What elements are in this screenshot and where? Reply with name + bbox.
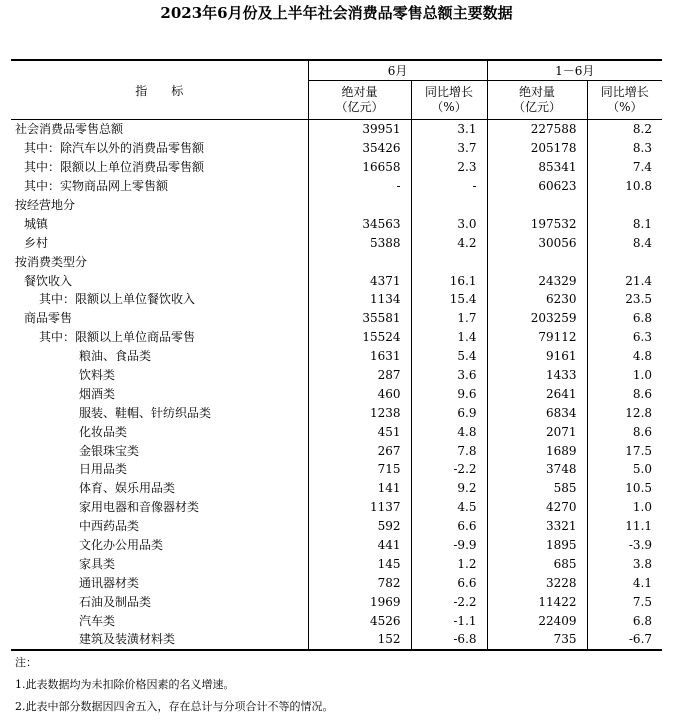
cell-june-abs: 35426 bbox=[308, 139, 411, 158]
cell-june-abs bbox=[308, 196, 411, 215]
cell-ytd-abs: 6230 bbox=[487, 290, 587, 309]
cell-ytd-abs: 2641 bbox=[487, 384, 587, 403]
page-title: 2023年6月份及上半年社会消费品零售总额主要数据 bbox=[160, 4, 513, 22]
cell-ytd-abs: 1433 bbox=[487, 366, 587, 385]
cell-june-abs: - bbox=[308, 177, 411, 196]
cell-ytd-abs bbox=[487, 196, 587, 215]
cell-ytd-abs: 227588 bbox=[487, 120, 587, 139]
row-label: 按经营地分 bbox=[15, 198, 76, 212]
cell-ytd-abs: 4270 bbox=[487, 498, 587, 517]
cell-ytd-yoy: 1.0 bbox=[587, 498, 662, 517]
cell-ytd-yoy: 17.5 bbox=[587, 441, 662, 460]
cell-june-abs: 5388 bbox=[308, 233, 411, 252]
cell-june-abs: 451 bbox=[308, 422, 411, 441]
cell-june-yoy: 6.6 bbox=[411, 573, 487, 592]
cell-ytd-yoy: 4.8 bbox=[587, 347, 662, 366]
cell-ytd-abs: 79112 bbox=[487, 328, 587, 347]
row-label: 社会消费品零售总额 bbox=[15, 122, 124, 137]
row-label: 乡村 bbox=[24, 235, 49, 250]
cell-ytd-abs: 585 bbox=[487, 479, 587, 498]
cell-june-yoy: 3.1 bbox=[411, 120, 487, 139]
row-label: 家具类 bbox=[79, 556, 116, 571]
row-label: 饮料类 bbox=[79, 368, 116, 383]
header-yoy-line2: （%） bbox=[607, 100, 643, 114]
header-indicator: 指 标 bbox=[11, 60, 308, 120]
row-label: 日用品类 bbox=[79, 462, 128, 477]
header-yoy-line1: 同比增长 bbox=[600, 85, 649, 99]
cell-ytd-yoy: 8.4 bbox=[587, 233, 662, 252]
table-row bbox=[11, 592, 662, 611]
cell-ytd-abs: 6834 bbox=[487, 403, 587, 422]
cell-ytd-abs: 205178 bbox=[487, 139, 587, 158]
cell-june-yoy: 9.6 bbox=[411, 384, 487, 403]
row-label: 文化办公用品类 bbox=[79, 538, 164, 553]
table-row bbox=[11, 611, 662, 630]
cell-june-abs: 35581 bbox=[308, 309, 411, 328]
table-row bbox=[11, 630, 662, 650]
cell-ytd-yoy: 6.8 bbox=[587, 309, 662, 328]
table-row bbox=[11, 214, 662, 233]
cell-june-abs: 1969 bbox=[308, 592, 411, 611]
cell-june-yoy: -1.1 bbox=[411, 611, 487, 630]
cell-ytd-yoy: 6.8 bbox=[587, 611, 662, 630]
cell-ytd-yoy: 11.1 bbox=[587, 517, 662, 536]
header-abs-line1: 绝对量 bbox=[519, 85, 556, 99]
cell-ytd-abs: 11422 bbox=[487, 592, 587, 611]
cell-ytd-abs: 3228 bbox=[487, 573, 587, 592]
cell-ytd-yoy: 4.1 bbox=[587, 573, 662, 592]
table-row bbox=[11, 158, 662, 177]
cell-june-abs: 152 bbox=[308, 630, 411, 650]
cell-ytd-yoy: 12.8 bbox=[587, 403, 662, 422]
row-label: 石油及制品类 bbox=[79, 594, 152, 609]
cell-june-yoy: 1.4 bbox=[411, 328, 487, 347]
row-label: 化妆品类 bbox=[79, 424, 128, 439]
header-ytd-abs bbox=[487, 81, 587, 120]
table-row bbox=[11, 120, 662, 139]
table-row bbox=[11, 479, 662, 498]
cell-june-abs: 34563 bbox=[308, 214, 411, 233]
cell-ytd-yoy bbox=[587, 196, 662, 215]
cell-june-yoy: 1.7 bbox=[411, 309, 487, 328]
cell-ytd-abs: 203259 bbox=[487, 309, 587, 328]
cell-june-abs: 4526 bbox=[308, 611, 411, 630]
row-label: 中西药品类 bbox=[79, 519, 140, 534]
cell-june-abs: 460 bbox=[308, 384, 411, 403]
header-abs-line2: （亿元） bbox=[335, 100, 384, 114]
cell-ytd-yoy: -3.9 bbox=[587, 536, 662, 555]
cell-june-yoy: -6.8 bbox=[411, 630, 487, 650]
table-row bbox=[11, 139, 662, 158]
cell-ytd-yoy bbox=[587, 252, 662, 271]
cell-ytd-yoy: 8.3 bbox=[587, 139, 662, 158]
cell-ytd-yoy: 7.4 bbox=[587, 158, 662, 177]
note-item-1: 1.此表数据均为未扣除价格因素的名义增速。 bbox=[15, 678, 235, 691]
row-label: 按消费类型分 bbox=[15, 254, 88, 269]
row-label: 家用电器和音像器材类 bbox=[79, 500, 200, 515]
cell-june-yoy: 3.6 bbox=[411, 366, 487, 385]
cell-june-abs: 39951 bbox=[308, 120, 411, 139]
row-label: 烟酒类 bbox=[79, 386, 116, 401]
cell-ytd-yoy: 3.8 bbox=[587, 554, 662, 573]
cell-ytd-yoy: 5.0 bbox=[587, 460, 662, 479]
cell-june-yoy: 3.0 bbox=[411, 214, 487, 233]
cell-ytd-yoy: 10.8 bbox=[587, 177, 662, 196]
cell-ytd-yoy: 8.1 bbox=[587, 214, 662, 233]
header-june-yoy bbox=[411, 81, 487, 120]
table-row bbox=[11, 309, 662, 328]
header-abs-line1: 绝对量 bbox=[341, 85, 378, 99]
cell-ytd-abs: 85341 bbox=[487, 158, 587, 177]
cell-june-abs: 1137 bbox=[308, 498, 411, 517]
table-row bbox=[11, 554, 662, 573]
cell-june-abs bbox=[308, 252, 411, 271]
row-label: 商品零售 bbox=[24, 311, 73, 326]
cell-june-abs: 267 bbox=[308, 441, 411, 460]
cell-ytd-abs: 3321 bbox=[487, 517, 587, 536]
cell-june-yoy: 7.8 bbox=[411, 441, 487, 460]
header-group-ytd: 1－6月 bbox=[487, 60, 662, 81]
cell-ytd-abs: 197532 bbox=[487, 214, 587, 233]
cell-ytd-yoy: 8.2 bbox=[587, 120, 662, 139]
cell-ytd-abs: 3748 bbox=[487, 460, 587, 479]
notes-heading: 注： bbox=[15, 656, 37, 669]
cell-june-abs: 441 bbox=[308, 536, 411, 555]
row-label: 其中：实物商品网上零售额 bbox=[24, 179, 169, 194]
cell-june-yoy: 6.6 bbox=[411, 517, 487, 536]
cell-june-yoy: 4.5 bbox=[411, 498, 487, 517]
table-row bbox=[11, 366, 662, 385]
table-row bbox=[11, 573, 662, 592]
cell-june-abs: 141 bbox=[308, 479, 411, 498]
table-row bbox=[11, 441, 662, 460]
row-label: 通讯器材类 bbox=[79, 575, 140, 590]
row-label: 体育、娱乐用品类 bbox=[79, 481, 176, 496]
table-row bbox=[11, 328, 662, 347]
cell-ytd-abs: 30056 bbox=[487, 233, 587, 252]
table-row bbox=[11, 517, 662, 536]
header-june-abs bbox=[308, 81, 411, 120]
cell-ytd-abs bbox=[487, 252, 587, 271]
row-label: 粮油、食品类 bbox=[79, 349, 152, 364]
cell-june-abs: 1134 bbox=[308, 290, 411, 309]
cell-ytd-abs: 1895 bbox=[487, 536, 587, 555]
cell-ytd-abs: 9161 bbox=[487, 347, 587, 366]
cell-ytd-yoy: 8.6 bbox=[587, 384, 662, 403]
cell-june-abs: 15524 bbox=[308, 328, 411, 347]
cell-ytd-yoy: -6.7 bbox=[587, 630, 662, 650]
cell-june-abs: 782 bbox=[308, 573, 411, 592]
row-label: 建筑及装潢材料类 bbox=[11, 630, 308, 650]
cell-june-yoy: -2.2 bbox=[411, 592, 487, 611]
row-label: 其中：除汽车以外的消费品零售额 bbox=[24, 141, 205, 156]
row-label: 餐饮收入 bbox=[24, 273, 73, 288]
notes bbox=[15, 654, 334, 720]
cell-june-abs: 145 bbox=[308, 554, 411, 573]
cell-ytd-abs: 685 bbox=[487, 554, 587, 573]
header-abs-line2: （亿元） bbox=[513, 100, 562, 114]
cell-ytd-abs: 24329 bbox=[487, 271, 587, 290]
cell-june-abs: 1631 bbox=[308, 347, 411, 366]
retail-sales-table bbox=[11, 59, 662, 651]
cell-june-yoy: 6.9 bbox=[411, 403, 487, 422]
table-row bbox=[11, 498, 662, 517]
table-row bbox=[11, 233, 662, 252]
cell-ytd-yoy: 23.5 bbox=[587, 290, 662, 309]
cell-june-yoy: 2.3 bbox=[411, 158, 487, 177]
cell-june-abs: 16658 bbox=[308, 158, 411, 177]
table-body bbox=[11, 120, 662, 650]
cell-ytd-yoy: 8.6 bbox=[587, 422, 662, 441]
table-row bbox=[11, 403, 662, 422]
cell-ytd-abs: 735 bbox=[487, 630, 587, 650]
cell-june-yoy: 4.8 bbox=[411, 422, 487, 441]
row-label: 其中：限额以上单位餐饮收入 bbox=[39, 292, 196, 307]
cell-june-yoy: 3.7 bbox=[411, 139, 487, 158]
cell-june-yoy bbox=[411, 196, 487, 215]
cell-june-yoy: 5.4 bbox=[411, 347, 487, 366]
table-row bbox=[11, 422, 662, 441]
cell-june-yoy: 9.2 bbox=[411, 479, 487, 498]
cell-ytd-yoy: 21.4 bbox=[587, 271, 662, 290]
table-row bbox=[11, 177, 662, 196]
table-row bbox=[11, 536, 662, 555]
row-label: 金银珠宝类 bbox=[79, 443, 140, 458]
table-row bbox=[11, 271, 662, 290]
table-row bbox=[11, 196, 662, 215]
cell-ytd-yoy: 6.3 bbox=[587, 328, 662, 347]
cell-ytd-abs: 2071 bbox=[487, 422, 587, 441]
cell-june-yoy: 15.4 bbox=[411, 290, 487, 309]
cell-june-yoy: 16.1 bbox=[411, 271, 487, 290]
cell-june-yoy: 1.2 bbox=[411, 554, 487, 573]
row-label: 其中：限额以上单位消费品零售额 bbox=[24, 160, 205, 175]
cell-june-abs: 715 bbox=[308, 460, 411, 479]
cell-ytd-abs: 1689 bbox=[487, 441, 587, 460]
cell-ytd-abs: 60623 bbox=[487, 177, 587, 196]
cell-june-abs: 4371 bbox=[308, 271, 411, 290]
table-row bbox=[11, 347, 662, 366]
cell-ytd-yoy: 10.5 bbox=[587, 479, 662, 498]
header-yoy-line2: （%） bbox=[431, 100, 467, 114]
table-row bbox=[11, 252, 662, 271]
header-ytd-yoy bbox=[587, 81, 662, 120]
header-group-june: 6月 bbox=[308, 60, 487, 81]
cell-june-abs: 592 bbox=[308, 517, 411, 536]
cell-june-yoy: 4.2 bbox=[411, 233, 487, 252]
header-yoy-line1: 同比增长 bbox=[425, 85, 474, 99]
table-row bbox=[11, 384, 662, 403]
cell-ytd-abs: 22409 bbox=[487, 611, 587, 630]
cell-june-yoy: - bbox=[411, 177, 487, 196]
row-label: 服装、鞋帽、针纺织品类 bbox=[79, 405, 212, 420]
cell-june-yoy: -2.2 bbox=[411, 460, 487, 479]
row-label: 汽车类 bbox=[79, 613, 116, 628]
row-label: 城镇 bbox=[24, 216, 49, 231]
cell-june-yoy bbox=[411, 252, 487, 271]
cell-ytd-yoy: 7.5 bbox=[587, 592, 662, 611]
row-label: 其中：限额以上单位商品零售 bbox=[39, 330, 196, 345]
cell-june-yoy: -9.9 bbox=[411, 536, 487, 555]
table-row bbox=[11, 460, 662, 479]
cell-june-abs: 287 bbox=[308, 366, 411, 385]
table-row bbox=[11, 290, 662, 309]
cell-ytd-yoy: 1.0 bbox=[587, 366, 662, 385]
cell-june-abs: 1238 bbox=[308, 403, 411, 422]
note-item-2: 2.此表中部分数据因四舍五入，存在总计与分项合计不等的情况。 bbox=[15, 700, 334, 713]
